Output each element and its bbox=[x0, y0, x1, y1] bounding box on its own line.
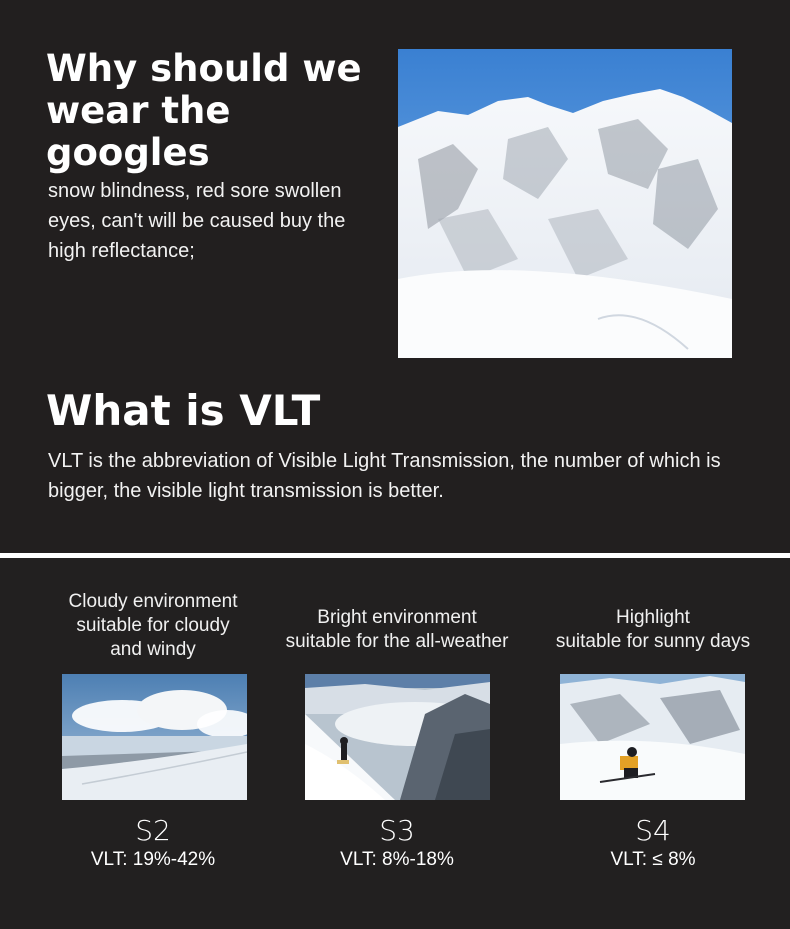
bright-photo bbox=[305, 674, 490, 800]
lens-name: S2 bbox=[135, 814, 171, 847]
vlt-text: VLT is the abbreviation of Visible Light Transmission, the number of which is bigger, the visible light transmission is better. bbox=[48, 450, 721, 502]
lens-desc-line1: Bright environment bbox=[317, 607, 477, 628]
lens-vlt: VLT: ≤ 8% bbox=[610, 849, 696, 870]
sunny-photo bbox=[560, 674, 745, 800]
lens-desc-line1: Cloudy environment bbox=[68, 591, 238, 612]
lens-desc-line2: suitable for the all-weather bbox=[285, 631, 509, 652]
lens-vlt: VLT: 19%-42% bbox=[90, 849, 216, 870]
lens-section bbox=[0, 558, 790, 929]
lens-card-s4 bbox=[528, 558, 778, 929]
lens-desc-line3: and windy bbox=[110, 639, 196, 660]
lens-desc-line2: suitable for sunny days bbox=[555, 631, 751, 652]
lens-desc-line1: Highlight bbox=[616, 607, 690, 628]
lens-vlt: VLT: 8%-18% bbox=[340, 849, 454, 870]
vlt-heading: What is VLT bbox=[46, 386, 321, 435]
lens-name: S3 bbox=[379, 814, 415, 847]
lens-desc-line2: suitable for cloudy bbox=[76, 615, 230, 636]
lens-name: S4 bbox=[635, 814, 671, 847]
snow-mountain-photo bbox=[398, 49, 732, 358]
why-heading: Why should we wear the googles bbox=[46, 47, 362, 174]
cloudy-photo bbox=[62, 674, 247, 800]
why-text: snow blindness, red sore swollen eyes, can't will be caused buy the high reflectance; bbox=[48, 180, 346, 262]
lens-card-s3 bbox=[272, 558, 522, 929]
lens-card-s2 bbox=[28, 558, 278, 929]
